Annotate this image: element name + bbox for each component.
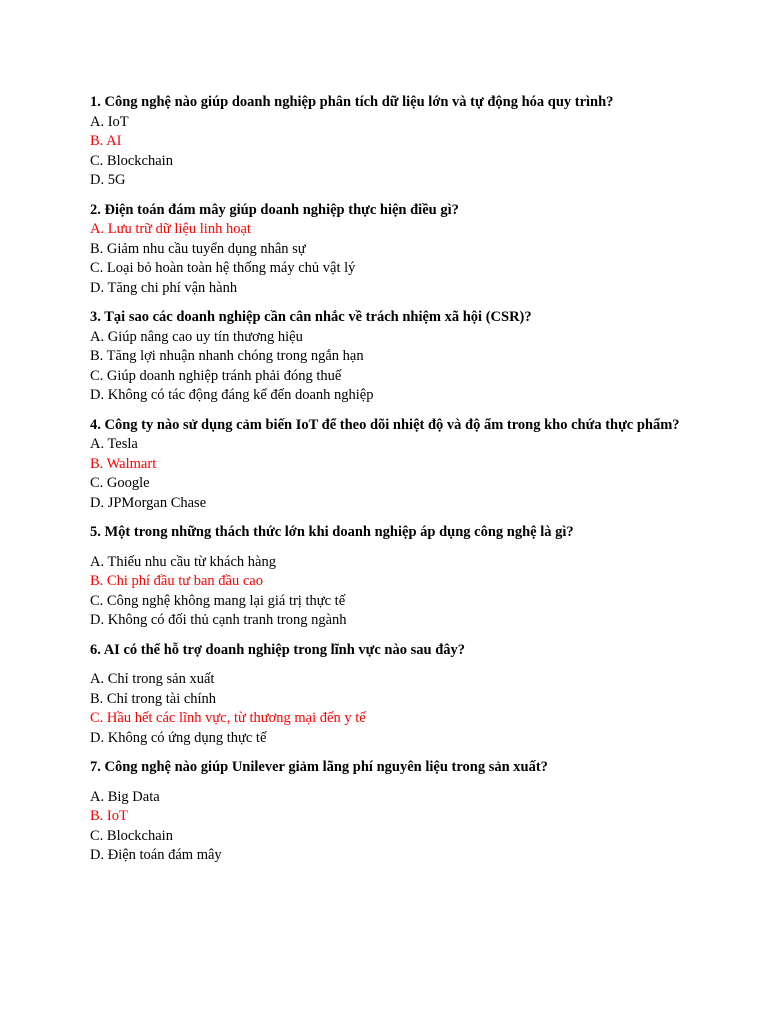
answer-option: A. Tesla	[90, 436, 138, 452]
answer-option: C. Google	[90, 475, 150, 491]
answer-option: C. Blockchain	[90, 152, 173, 169]
answer-option: D. Không có đối thủ cạnh tranh trong ngành	[90, 612, 347, 628]
document-page	[90, 93, 690, 876]
answer-option-correct: C. Hầu hết các lĩnh vực, từ thương mại đến y tế	[90, 710, 366, 726]
question-text: 5. Một trong những thách thức lớn khi doanh nghiệp áp dụng công nghệ là gì?	[90, 524, 574, 540]
answer-option: C. Blockchain	[90, 827, 173, 844]
question-block	[90, 93, 690, 191]
answer-option: D. Tăng chi phí vận hành	[90, 279, 238, 296]
answer-option: A. Big Data	[90, 788, 160, 805]
question-text: 6. AI có thể hỗ trợ doanh nghiệp trong lĩnh vực nào sau đây?	[90, 641, 466, 658]
question-block	[90, 416, 690, 514]
answer-option: D. JPMorgan Chase	[90, 494, 207, 511]
answer-option: C. Công nghệ không mang lại giá trị thực tế	[90, 592, 346, 609]
answer-option-correct: A. Lưu trữ dữ liệu linh hoạt	[90, 221, 251, 237]
question-block	[90, 201, 690, 299]
answer-option-correct: B. AI	[90, 133, 122, 149]
answer-option-correct: B. Chi phí đầu tư ban đầu cao	[90, 573, 263, 589]
answer-option: A. Giúp nâng cao uy tín thương hiệu	[90, 328, 303, 345]
question-text: 2. Điện toán đám mây giúp doanh nghiệp thực hiện điều gì?	[90, 201, 459, 218]
answer-option: D. Điện toán đám mây	[90, 847, 222, 863]
question-text: 4. Công ty nào sử dụng cảm biến IoT để theo dõi nhiệt độ và độ ẩm trong kho chứa thực phẩm?	[90, 416, 680, 433]
question-text: 7. Công nghệ nào giúp Unilever giảm lãng phí nguyên liệu trong sản xuất?	[90, 759, 548, 775]
answer-option: A. Chỉ trong sản xuất	[90, 671, 215, 687]
answer-option: C. Giúp doanh nghiệp tránh phải đóng thuế	[90, 367, 342, 384]
answer-option: B. Chỉ trong tài chính	[90, 690, 217, 707]
question-block	[90, 641, 690, 749]
answer-option: A. Thiếu nhu cầu từ khách hàng	[90, 553, 276, 570]
question-text: 1. Công nghệ nào giúp doanh nghiệp phân tích dữ liệu lớn và tự động hóa quy trình?	[90, 94, 614, 110]
answer-option: D. 5G	[90, 172, 126, 188]
answer-option: D. Không có ứng dụng thực tế	[90, 729, 267, 746]
answer-option: B. Tăng lợi nhuận nhanh chóng trong ngắn hạn	[90, 348, 364, 364]
question-text: 3. Tại sao các doanh nghiệp cần cân nhắc về trách nhiệm xã hội (CSR)?	[90, 309, 532, 325]
answer-option-correct: B. IoT	[90, 808, 128, 824]
answer-option-correct: B. Walmart	[90, 455, 157, 472]
question-block	[90, 758, 690, 866]
answer-option: D. Không có tác động đáng kể đến doanh nghiệp	[90, 387, 374, 403]
question-block	[90, 523, 690, 631]
answer-option: B. Giảm nhu cầu tuyển dụng nhân sự	[90, 240, 306, 257]
answer-option: C. Loại bỏ hoàn toàn hệ thống máy chủ vật lý	[90, 260, 356, 276]
answer-option: A. IoT	[90, 113, 129, 130]
question-block	[90, 308, 690, 406]
